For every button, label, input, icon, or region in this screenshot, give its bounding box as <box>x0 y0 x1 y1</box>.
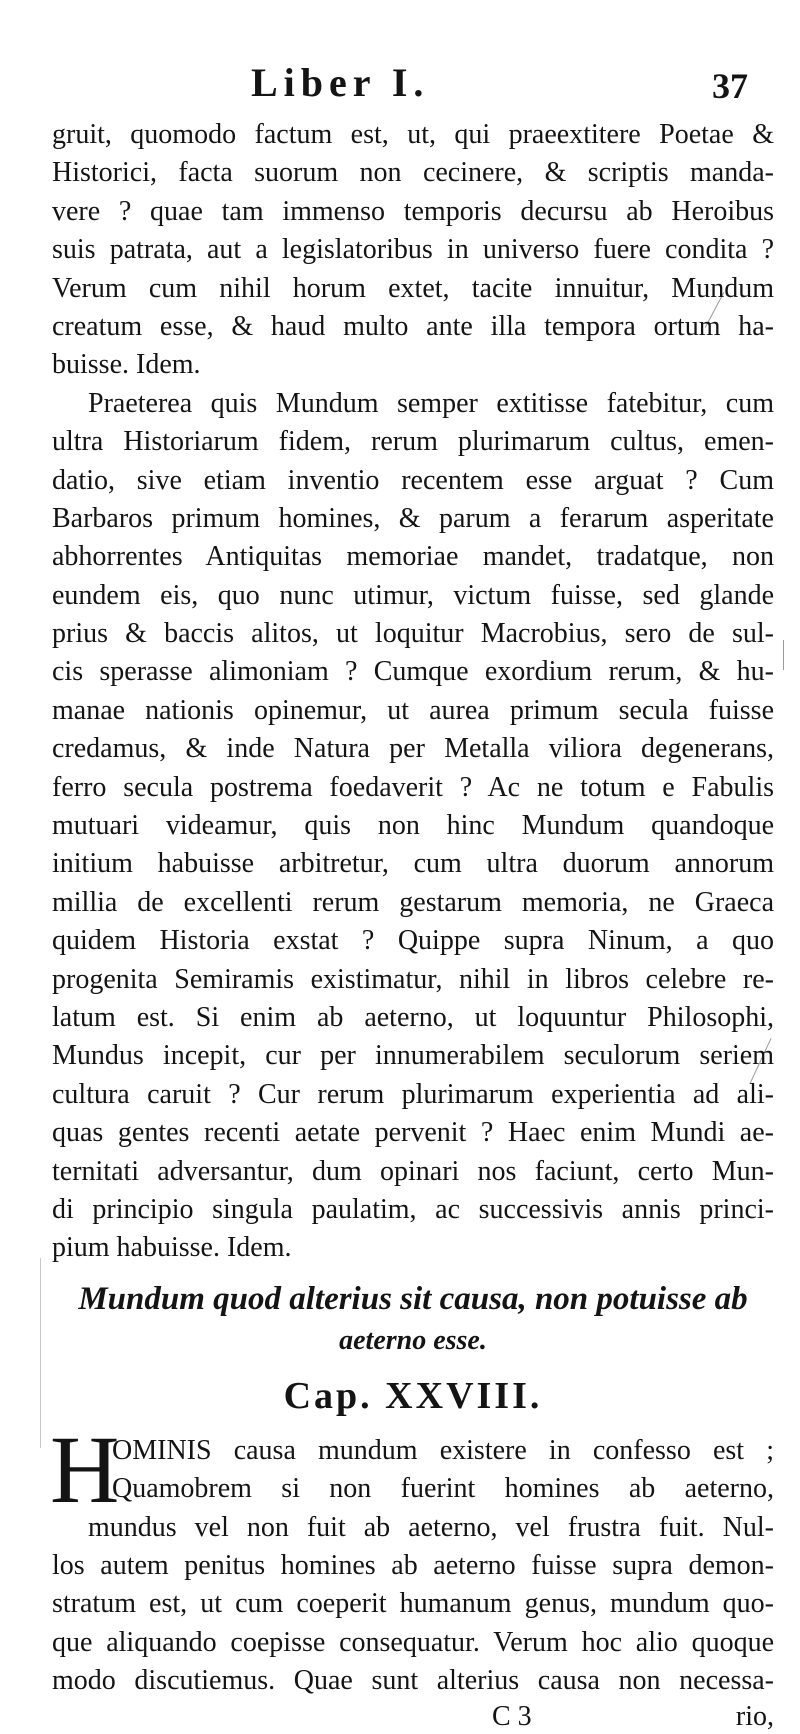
text-line: datio, sive etiam inventio recentem esse arguat ? Cum <box>52 464 774 496</box>
text-line: que aliquando coepisse consequatur. Verum hoc alio quoque <box>52 1626 774 1658</box>
text-line: buisse. Idem. <box>52 349 201 381</box>
text-line: ultra Historiarum fidem, rerum plurimarum cultus, emen- <box>52 426 774 458</box>
text-line: Praeterea quis Mundum semper extitisse fatebitur, cum <box>88 387 774 419</box>
text-line: vere ? quae tam immenso temporis decursu ab Heroibus <box>52 195 774 227</box>
text-line: cis sperasse alimoniam ? Cumque exordium rerum, & hu- <box>52 656 774 688</box>
text-line: creatum esse, & haud multo ante illa tempora ortum ha- <box>52 310 774 342</box>
chapter-label: Cap. XXVIII. <box>283 1374 543 1417</box>
pencil-mark <box>783 640 784 670</box>
catchword: rio, <box>735 1701 774 1733</box>
text-line: stratum est, ut cum coeperit humanum genus, mundum quo- <box>52 1588 774 1620</box>
pencil-mark <box>40 1258 41 1448</box>
text-line: cultura caruit ? Cur rerum plurimarum experientia ad ali- <box>52 1078 774 1110</box>
text-line: Verum cum nihil horum extet, tacite innuitur, Mundum <box>52 272 774 304</box>
text-line: credamus, & inde Natura per Metalla viliora degenerans, <box>52 733 774 765</box>
text-line: modo discutiemus. Quae sunt alterius causa non necessa- <box>52 1665 774 1697</box>
text-line: los autem penitus homines ab aeterno fuisse supra demon- <box>52 1549 774 1581</box>
text-line: quidem Historia exstat ? Quippe supra Ninum, a quo <box>52 925 774 957</box>
paragraph <box>50 1415 774 1701</box>
drop-cap: H <box>50 1415 120 1523</box>
text-line: abhorrentes Antiquitas memoriae mandet, tradatque, non <box>52 541 774 573</box>
text-line: prius & baccis alitos, ut loquitur Macrobius, sero de sul- <box>52 618 774 650</box>
paragraph <box>52 116 774 385</box>
page-number: 37 <box>712 66 748 106</box>
section-heading-line: Mundum quod alterius sit causa, non potuisse ab <box>78 1280 748 1317</box>
running-head <box>0 60 800 110</box>
section-heading-line: aeterno esse. <box>339 1324 487 1356</box>
text-line: Mundus incepit, cur per innumerabilem seculorum seriem <box>52 1040 774 1072</box>
text-line: mundus vel non fuit ab aeterno, vel frustra fuit. Nul- <box>88 1511 774 1543</box>
text-line: latum est. Si enim ab aeterno, ut loquuntur Philosophi, <box>52 1001 774 1033</box>
section-heading <box>52 1276 774 1360</box>
text-line: manae nationis opinemur, ut aurea primum secula fuisse <box>52 694 774 726</box>
text-line: progenita Semiramis existimatur, nihil in libros celebre re- <box>52 963 774 995</box>
text-block <box>52 116 774 1734</box>
text-line: Quamobrem si non fuerint homines ab aeterno, <box>112 1473 774 1505</box>
signature-mark: C 3 <box>492 1701 532 1733</box>
text-line: mutuari videamur, quis non hinc Mundum quandoque <box>52 810 774 842</box>
text-line: ferro secula postrema foedaverit ? Ac ne totum e Fabulis <box>52 771 774 803</box>
text-line: pium habuisse. Idem. <box>52 1232 292 1264</box>
text-line: initium habuisse arbitretur, cum ultra duorum annorum <box>52 848 774 880</box>
text-line: Barbaros primum homines, & parum a ferarum asperitate <box>52 502 774 534</box>
text-line: millia de excellenti rerum gestarum memoria, ne Graeca <box>52 886 774 918</box>
text-line: suis patrata, aut a legislatoribus in universo fuere condita ? <box>52 234 774 266</box>
running-title: Liber I. <box>251 60 430 105</box>
paragraph <box>52 385 774 1268</box>
text-line: eundem eis, quo nunc utimur, victum fuisse, sed glande <box>52 579 774 611</box>
text-line: di principio singula paulatim, ac successivis annis princi- <box>52 1193 774 1225</box>
page-footer <box>52 1700 774 1734</box>
text-line: gruit, quomodo factum est, ut, qui praeextitere Poetae & <box>52 119 774 150</box>
text-line: Historici, facta suorum non cecinere, & scriptis manda- <box>52 157 774 189</box>
text-line: quas gentes recenti aetate pervenit ? Haec enim Mundi ae- <box>52 1117 774 1149</box>
text-line: ternitati adversantur, dum opinari nos faciunt, certo Mun- <box>52 1155 774 1187</box>
text-line: OMINIS causa mundum existere in confesso est ; <box>112 1434 774 1466</box>
